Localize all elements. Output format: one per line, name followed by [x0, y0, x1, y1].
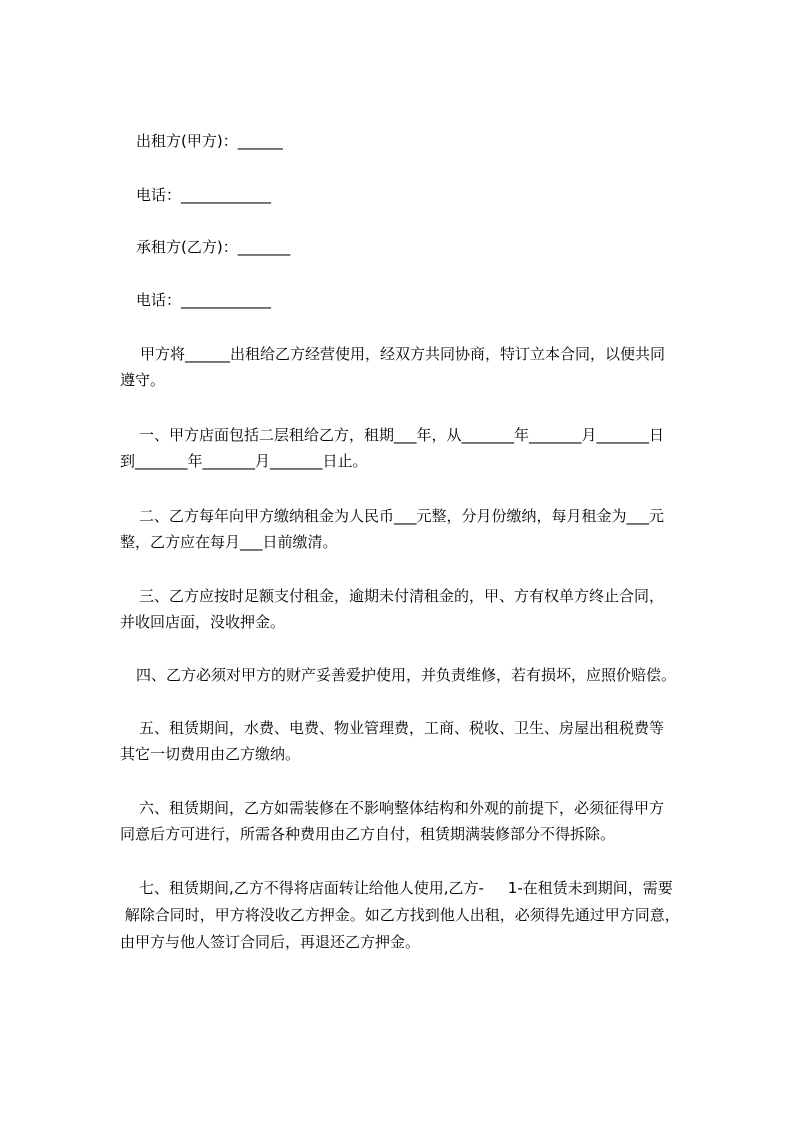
clause-4-line-1: 四、乙方必须对甲方的财产妥善爱护使用，并负责维修，若有损坏，应照价赔偿。 — [136, 666, 677, 684]
clause-5-line-2: 其它一切费用由乙方缴纳。 — [120, 745, 301, 763]
lessor-phone-line: 电话：____________ — [136, 186, 272, 204]
clause-7-line-1: 七、租赁期间,乙方不得将店面转让给他人使用,乙方- 1-在租赁未到期间，需要 — [139, 879, 673, 897]
lessee-line: 承租方(乙方)：_______ — [136, 238, 291, 256]
clause-2-line-1: 二、乙方每年向甲方缴纳租金为人民币___元整，分月份缴纳，每月租金为___元 — [139, 507, 665, 525]
lessee-phone-line: 电话：____________ — [136, 291, 272, 309]
clause-3-line-2: 并收回店面，没收押金。 — [120, 613, 286, 631]
lessor-line: 出租方(甲方)：______ — [136, 132, 283, 150]
clause-5-line-1: 五、租赁期间，水费、电费、物业管理费，工商、税收、卫生、房屋出租税费等 — [139, 719, 665, 737]
clause-1-line-1: 一、甲方店面包括二层租给乙方，租期___年，从_______年_______月_______日 — [139, 426, 665, 444]
clause-7-line-2: 解除合同时，甲方将没收乙方押金。如乙方找到他人出租，必须得先通过甲方同意， — [120, 906, 680, 924]
clause-1-line-2: 到_______年_______月_______日止。 — [120, 452, 368, 470]
clause-6-line-1: 六、租赁期间，乙方如需装修在不影响整体结构和外观的前提下，必须征得甲方 — [139, 799, 665, 817]
intro-line-1: 甲方将______出租给乙方经营使用，经双方共同协商，特订立本合同，以便共同 — [140, 345, 666, 363]
clause-6-line-2: 同意后方可进行，所需各种费用由乙方自付，租赁期满装修部分不得拆除。 — [120, 825, 616, 843]
clause-7-line-3: 由甲方与他人签订合同后，再退还乙方押金。 — [120, 933, 421, 951]
clause-3-line-1: 三、乙方应按时足额支付租金，逾期未付清租金的，甲、方有权单方终止合同， — [139, 587, 665, 605]
intro-line-2: 遵守。 — [120, 371, 166, 389]
clause-2-line-2: 整，乙方应在每月___日前缴清。 — [120, 533, 338, 551]
